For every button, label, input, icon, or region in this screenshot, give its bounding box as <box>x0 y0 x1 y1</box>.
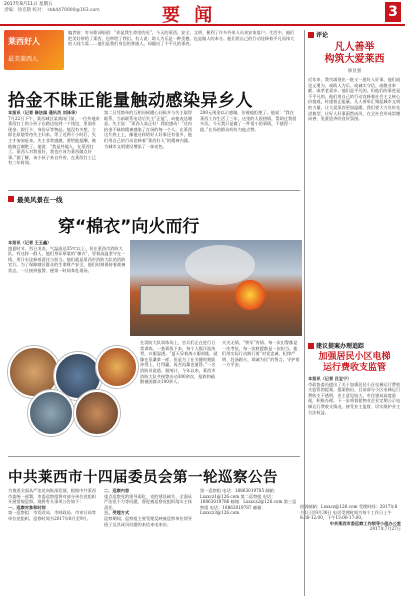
section2-col1 <box>8 240 126 340</box>
article3-col3: 第一巡察组 电话：18863019785 邮箱：Lxsxcz1@126.com 第二巡察组 电话：18863019786 邮箱：Lxsxcz2@126.com 第三巡察组 电话：18863019787 邮箱：Lxsxcz3@126.com <box>200 488 297 516</box>
article3-list2: 重点巡察党的领导弱化、党的建设缺失、全面从严治党不力等问题，督促被巡察党组织落实主体责任。 <box>104 493 192 510</box>
article3-list1: 第一巡察组：市发改局、市财政局、市审计局等单位党组织。巡察时间为2017年8月至9月。 <box>8 510 96 521</box>
article1-col2: 第二日凭简单的互相问候暖心问候并与失主取得联系，当前联系电话后失主“正能”，向他表达谢意。失主说：“莱西人真正好！我很感动！”这份拾金不昧的精神感染了在场的每一个人。在莱西这片热土上，像他这样的好人好事还有很多，他们用自己的行动诠释着“莱西好人”的精神内涵，为城市文明建设增添了一抹亮色。 <box>104 110 193 149</box>
sidebar-byline-2: 本报讯（记者 吕宝宁） <box>308 376 352 381</box>
divider <box>8 456 300 457</box>
section2-col2: 在消防大队训练场上，官兵们正在进行日常训练。一套训练下来，每个人都汗流浃背，衣服湿透。“夏天穿着战斗服训练，就像在蒸桑拿一样，但是为了在关键时刻能冲得上、打得赢，再苦再累也值得。”一名消防员说道。据统计，今年以来，莱西市消防大队共接警出动300余次，抢救和疏散被困群众100余人。 <box>140 340 218 385</box>
sidebar-label-2: 建议提案办理追踪 <box>316 343 365 350</box>
square-icon <box>8 196 14 202</box>
square-icon <box>308 343 314 349</box>
section2-col3: 火灾无情，“铁军”有情。每一次出警都是一次考验，每一次救援都是一次担当。他们用实际行动践行着“对党忠诚、纪律严明、赴汤蹈火、竭诚为民”的誓言，守护着一方平安。 <box>222 340 300 368</box>
sidebar-text: 近年来，我市涌现出一批又一批好人好事，他们或见义勇为、或助人为乐、或诚实守信、或敬业奉献、或孝老爱亲。他们是平凡的，但他们的事迹是不平凡的。他们用自己的行动诠释着社会主义核心价值观，传递着正能量。凡人善举汇聚起城市文明的力量，让大爱莱西更加温暖。我们要大力宣传先进典型，让好人好事蔚然成风，在全社会形成崇德向善、见贤思齐的良好氛围。 <box>308 77 401 122</box>
square-icon <box>308 32 314 38</box>
sidebar-header-2 <box>308 341 401 350</box>
editor-line: 责编：徐克敬 校对： <box>4 8 46 13</box>
section2-label: 最美风景在一线 <box>17 195 63 204</box>
editor-note: 编者按：有句歌词唱道：“你是我生命里的光”。今天的莱西，安全、文明、便利了许多外来人员来安家落户。生活中，他们把美好带给了莱西，也带给了我们。有人说：助人为乐是一种美德，也是做人的本分。他们用自己的行动诠释着平凡而伟大的人间大爱……他们是我们身边的普通人，却做出了不平凡的事迹。 <box>68 30 295 47</box>
sidebar-title-2: 构筑大爱莱西 <box>324 54 385 65</box>
page-number: 3 <box>385 2 401 22</box>
article1-col1-text: 7月22日下午，莱西城区某商场门前，一位外地来莱西打工的小伙子在路边捡到一个钱包，里面有现金、银行卡、身份证等物品。他没有多想，立即在原地等待失主归来。等了近两个小时后，失主才匆匆赶来。失主非常感激，要给他报酬，被他婉言谢绝了。他说：“我是外地人，在莱西打工，莱西人对我很好，我也应该为莱西做点好事。”据了解，该小伙子来自外省，在莱西打工已有三年时间。 <box>8 115 100 166</box>
sidebar-header <box>308 30 401 39</box>
firefighter-photo <box>130 240 302 336</box>
section-label-2 <box>8 194 63 204</box>
article1-byline: 本报讯（记者 修法国 通讯员 刘泽华） <box>8 110 80 115</box>
section2-byline: 本报讯（记者 王玉鑫） <box>8 240 52 245</box>
sidebar-title-1: 凡人善举 <box>334 42 375 53</box>
headline-2: 穿“棉衣”向火而行 <box>58 217 200 237</box>
article3-list3-title: 三、受理方式 <box>104 510 130 516</box>
sidebar-text-2 <box>308 376 401 494</box>
section2-col1-text: 盛夏时节，烈日炎炎，气温高达35℃以上。但在莱西市消防大队，有这样一群人，他们身穿厚重的“棉衣”，冒着高温坚守在一线，用汗水诠释着责任与担当。他们就是莱西市消防大队的消防官兵。为了保障辖区群众的生命财产安全，他们时刻保持着战备状态，一旦接到报警，便第一时间奔赴现场。 <box>8 245 126 273</box>
notice-date: 2017年7月27日 <box>369 526 401 532</box>
flame-shape <box>235 280 265 310</box>
sidebar-title-4: 运行费收支监管 <box>322 363 386 373</box>
sidebar-title-3: 加强居民小区电梯 <box>318 352 391 362</box>
logo-line1: 莱西好人 <box>8 37 40 46</box>
email: sbb4470000@163.com <box>47 8 100 13</box>
article1-col3: 200元现金以示感谢，但被他拒绝了。他说：“我在莱西工作生活了三年，这里的人很热情，帮助过我很多次。今天我只是做了一件很小的事情，不值得一提。”在场的群众纷纷为他点赞。 <box>200 110 297 132</box>
sidebar-text-2-body: 市政协委员提出了关于加强居民小区电梯运行费收支监管的提案。提案指出，目前部分小区电梯运行费收支不透明，业主意见较大。市住建局高度重视，积极办理。下一步将督促物业企业定期公示电梯运行费收支情况，接受业主监督，切实维护业主合法权益。 <box>308 381 401 415</box>
article3-list3: 巡察期间，巡察组主要受理反映被巡察单位领导班子及其成员问题的来信来电来访。 <box>104 515 192 527</box>
photo-collage <box>8 346 138 436</box>
article3-col1 <box>8 488 100 594</box>
logo-line2: 最美莱西人 <box>8 56 39 63</box>
sidebar-author: 修显强 <box>347 69 362 74</box>
headline-1: 拾金不昧正能量触动感染异乡人 <box>8 91 253 111</box>
collage-photo <box>28 390 74 436</box>
date-line: 2017年8月11日 星期五 <box>4 2 53 7</box>
collage-photo <box>96 346 138 388</box>
article3-col2 <box>104 488 196 594</box>
notice-text: 投诉邮箱：Lxsxcz@126.com 受理时间：2017年8月1日至9月30日 电话受理时间为每个工作日上午8:30-12:00，下午13:00-17:00。 <box>300 504 398 521</box>
divider <box>8 190 300 191</box>
sidebar-label: 评论 <box>316 32 329 39</box>
notice-signature: 中共莱西市委巡察工作领导小组办公室 <box>329 520 401 526</box>
article3-intro: 为推进全面从严治党向纵深发展，根据中共莱西市委统一部署，市委巡察组将对部分单位党组织开展常规巡察。现将有关事项公告如下： <box>8 488 96 505</box>
smoke-shape <box>185 245 255 285</box>
headline-3: 中共莱西市十四届委员会第一轮巡察公告 <box>8 470 278 486</box>
masthead-meta <box>4 2 100 14</box>
article3-list2-title: 二、巡察内容 <box>104 488 130 493</box>
notice-box <box>300 504 401 596</box>
article3-list1-title: 一、巡察对象和时间 <box>8 504 46 510</box>
article1-col1 <box>8 110 100 206</box>
sidebar <box>308 30 401 494</box>
collage-photo <box>74 390 120 436</box>
masthead <box>0 0 405 26</box>
truck-shape <box>140 285 190 315</box>
feature-logo <box>4 30 64 70</box>
section-title: 要 闻 <box>162 5 217 26</box>
